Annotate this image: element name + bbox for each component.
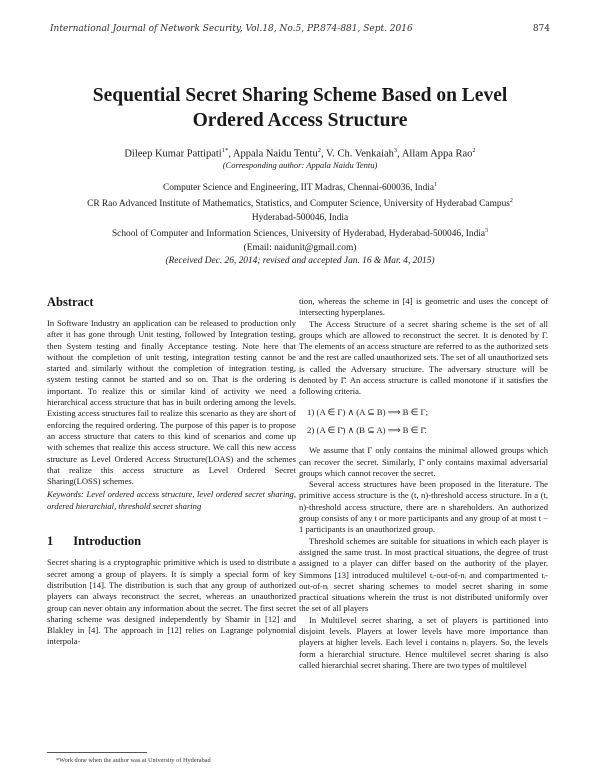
- footnote-rule: [47, 752, 147, 753]
- author-1: Dileep Kumar Pattipati: [124, 148, 222, 160]
- affiliation-2: CR Rao Advanced Institute of Mathematics, Statistics, and Computer Science, University of Hyderabad Campus$^2$: [87, 198, 513, 210]
- title-line-1: Sequential Secret Sharing Scheme Based on Level: [92, 85, 508, 106]
- right-column: [299, 296, 548, 671]
- affiliations: [20, 179, 580, 268]
- author-list: Dileep Kumar Pattipati$^{1*}$, Appala Naidu Tentu$^2$, V. Ch. Venkaiah$^3$, Allam Appa Rao$^2$: [124, 147, 476, 160]
- affiliation-1: Computer Science and Engineering, IIT Madras, Chennai-600036, India$^1$: [162, 182, 438, 194]
- affiliation-3: School of Computer and Information Sciences, University of Hyderabad, Hyderabad-500046, India$^3$: [111, 228, 489, 240]
- page-number: 874: [532, 24, 550, 34]
- author-4: Allam Appa Rao: [401, 148, 473, 160]
- paragraph-threshold: Several access structures have been proposed in the literature. The primitive access structure is the (t, n)-threshold access structure. In a (t, n)-threshold access structure, there are n shareholders. An authorized group consists of any t or more participants and any group of at most t − 1 participants is an unauthorized group.: [299, 479, 548, 535]
- author-4-mark: 2: [472, 147, 476, 154]
- running-head: [50, 24, 550, 34]
- left-column: [47, 294, 296, 648]
- paragraph-minimal-groups: We assume that Γ only contains the minimal allowed groups which can recover the secret. Similarly, Γ̄ only contains maximal adversarial groups which cannot recover the secret.: [299, 445, 548, 478]
- criterion-1: 1) (A ∈ Γ) ∧ (A ⊆ B) ⟹ B ∈ Γ;: [307, 406, 429, 417]
- journal-citation: International Journal of Network Security, Vol.18, No.5, PP.874-881, Sept. 2016: [50, 24, 413, 34]
- author-1-mark: 1*: [221, 147, 229, 154]
- introduction-heading: [47, 536, 296, 547]
- received-dates: (Received Dec. 26, 2014; revised and accepted Jan. 16 & Mar. 4, 2015): [165, 255, 435, 266]
- corresponding-author: (Corresponding author: Appala Naidu Tentu): [222, 160, 378, 170]
- footnote: *Work done when the author was at University of Hyderabad: [56, 757, 211, 764]
- paragraph-multilevel: In Multilevel secret sharing, a set of players is partitioned into disjoint levels. Players at lower levels have more importance than players at higher levels. Each level i contains nᵢ players. So, the levels form a hierarchial structure. Hence multilevel secret sharing is also called hierarchial secret sharing. There are two types of multilevel: [299, 614, 548, 670]
- paragraph-access-structure: The Access Structure of a secret sharing scheme is the set of all groups which are allowed to reconstruct the secret. It is denoted by Γ. The elements of an access structure are referred to as the authorized sets and the rest are called unauthorized sets. The set of all unauthorized sets is called the Adversary structure. The adversary structure will be denoted by Γ̄. An access structure is called monotone if it satisfies the following criteria.: [299, 318, 548, 397]
- author-3: V. Ch. Venkaiah: [326, 148, 394, 160]
- keywords: Keywords: Level ordered access structure, level ordered secret sharing, ordered hierarchial, threshold secret sharing: [47, 489, 296, 511]
- paragraph-continuation: tion, whereas the scheme in [4] is geometric and uses the concept of intersecting hyperplanes.: [299, 296, 548, 318]
- contact-email: (Email: naidunit@gmail.com): [243, 242, 357, 253]
- author-2-mark: 2: [317, 147, 321, 154]
- introduction-body: Secret sharing is a cryptographic primitive which is used to distribute a secret among a group of players. It is simply a special form of key distribution [14]. The distribution is such that any group of authorized players can always reconstruct the secret, whereas an unauthorized group can never obtain any information about the secret. The first secret sharing scheme was designed independently by Shamir in [12] and Blakley in [4]. The approach in [12] relies on Lagrange polynomial interpola-: [47, 557, 296, 647]
- section-title: Introduction: [73, 534, 142, 549]
- author-3-mark: 3: [393, 147, 398, 154]
- criterion-2: 2) (A ∈ Γ̄) ∧ (B ⊆ A) ⟹ B ∈ Γ̄.: [307, 424, 427, 435]
- abstract-heading: Abstract: [47, 295, 94, 309]
- section-number: 1: [47, 534, 54, 549]
- monotone-criteria: [307, 407, 548, 437]
- author-2: Appala Naidu Tentu: [232, 148, 318, 160]
- paragraph-trust: Threshold schemes are suitable for situations in which each player is assigned the same trust. In most practical situations, the degree of trust assigned to a player can differ based on the authority of the player. Simmons [13] introduced multilevel tᵢ-out-of-nᵢ and compartmented tᵢ-out-of-nᵢ secret sharing schemes to model secret sharing in some practical situations wherein the trust is not distributed uniformly over the set of all players: [299, 535, 548, 614]
- affiliation-2-city: Hyderabad-500046, India: [251, 212, 349, 223]
- abstract-body: In Software Industry an application can be released to production only after it has gone through Unit testing, followed by Integration testing, then System testing and finally Acceptance testing. Note here that without the completion of unit testing, integration testing cannot be started and similarly without the completion of integration testing, system testing cannot be started and so on. That is the ordering is important. To realize this or similar kind of activity we need a hierarchical access structure that has in built ordering among the levels. Existing access structures fail to realize this scenario as they are short of enforcing the required ordering. The purpose of this paper is to propose an access structure that caters to this kind of scenarios and come up with schemes that realize this access structure. We call this new access structure as Level Ordered Access Structure(LOAS) and the schemes that realize this access structure as Level Ordered Secret Sharing(LOSS) schemes.: [47, 318, 296, 487]
- paper-title: [20, 83, 580, 133]
- title-line-2: Ordered Access Structure: [192, 110, 408, 131]
